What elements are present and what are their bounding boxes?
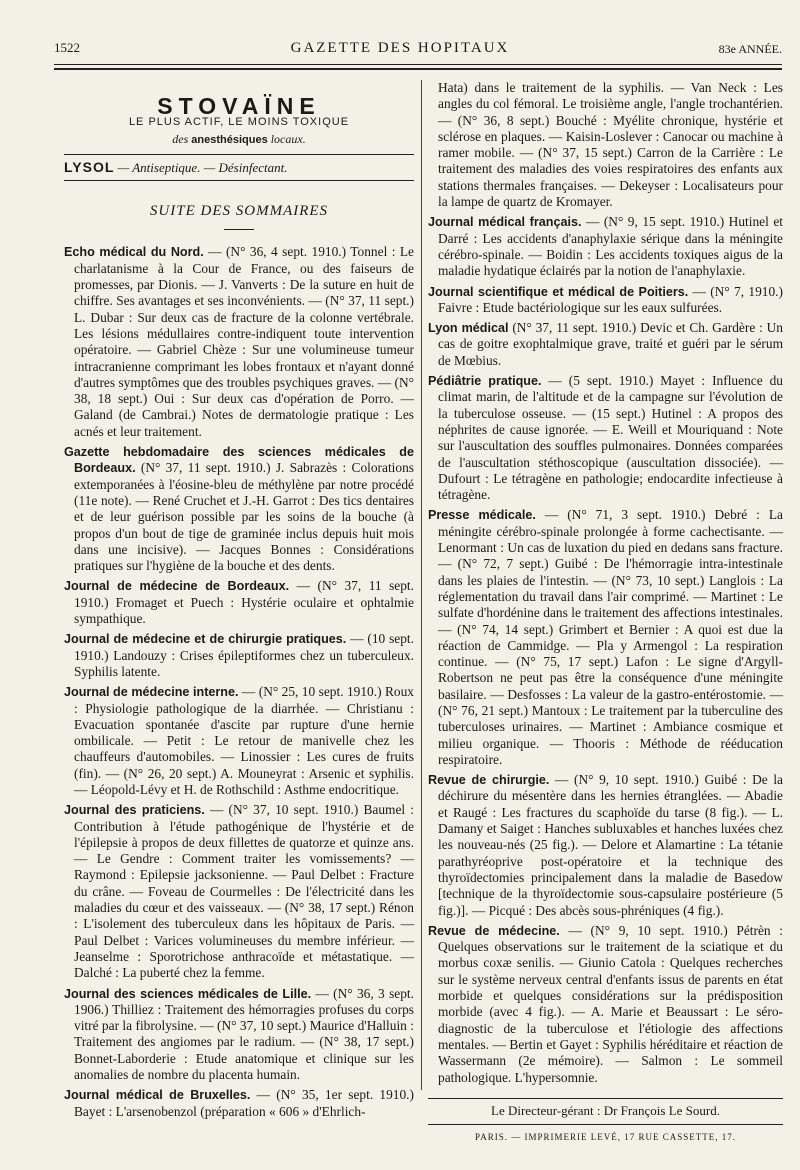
- summary-entry: [64, 244, 414, 440]
- summary-entry: [428, 923, 783, 1086]
- ad-title: STOVAÏNE: [157, 93, 321, 119]
- entry-text: — (N° 35, 1er sept. 1910.) Bayet : L'arsenobenzol (préparation « 606 » d'Ehrlich-: [74, 1087, 414, 1119]
- entry-text: — (N° 7, 1910.) Faivre : Etude bactériologique sur les eaux sulfurées.: [438, 283, 783, 315]
- journal-name: Pédiâtrie pratique.: [428, 374, 542, 389]
- entry-text: — (N° 9, 10 sept. 1910.) Guibé : De la déchirure du mésentère dans les hernies étranglées. — Abadie et Raugé : Les fractures du scaphoïde du tarse (8 fig.). — L. Damany et Saiget : Hanches subluxables et hanches luxées chez les nouveau-nés (25 fig.). — Delore et Alamartine : La tétanie parathyréoprive post-opératoire et la technique des thyroïdectomies principalement dans la maladie de Basedow [technique de la thyroïdectomie sous-capsulaire postérieure (5 fig.)]. — Picqué : Des abcès sous-phréniques (4 fig.).: [438, 772, 783, 918]
- entry-text: (N° 37, 11 sept. 1910.) Devic et Ch. Gardère : Un cas de goitre exophtalmique grave, traité et guéri par le sérum de Mœbius.: [438, 320, 783, 368]
- entry-text: (N° 37, 11 sept. 1910.) J. Sabrazès : Colorations extemporanées à l'éosine-bleu de méthylène par notre procédé (11e note). — René Cruchet et J.-H. Garrot : Des tics dentaires et de leur guérison possible par les soins de la bouche (à propos d'un bout de tige de graminée inclus depuis huit mois dans une incisive). — Jacques Bonnes : Considérations pratiques sur l'hygiène de la bouche et des dents.: [74, 460, 414, 574]
- entry-text: — (N° 71, 3 sept. 1910.) Debré : La méningite cérébro-spinale prolongée à forme cachectisante. — Lenormant : Un cas de luxation du pied en dedans sans fracture. — (N° 72, 7 sept.) Guibé : De l'hémorragie intra-intestinale dans les plaies de l'intestin. — (N° 73, 10 sept.) Langlois : La réglementation du travail dans l'air comprimé. — Martinet : Le sulfate d'hordénine dans le traitement des affections intestinales. — (N° 74, 14 sept.) Grimbert et Bernier : A quoi est due la réaction de Cammidge. — Pla y Armengol : La respiration continue. — (N° 75, 17 sept.) Lafon : Le signe d'Argyll-Robertson ne peut pas être la conséquence d'une méningite basilaire. — Desfosses : La valeur de la gastro-entérostomie. — (N° 76, 21 sept.) Mantoux : Le traitement par la tuberculine des tuberculoses urinaires. — Martinet : Ambiance cosmique et milieu organique. — Thooris : Méthode de rééducation respiratoire.: [438, 507, 783, 767]
- journal-title: GAZETTE DES HOPITAUX: [290, 40, 510, 56]
- summary-entry: [428, 373, 783, 503]
- entry-text: — (N° 37, 10 sept. 1910.) Baumel : Contribution à l'étude pathogénique de l'hystérie et de l'épilepsie à propos de deux fillettes de quatorze et quinze ans. — Le Gendre : Comment traiter les vomissements? — Raymond : Epilepsie jacksonienne. — Paul Delbet : Fracture du crâne. — Foveau de Courmelles : De l'électricité dans les maladies du cœur et des vaisseaux. — (N° 38, 17 sept.) Rénon : L'isolement des tuberculeux dans les hôpitaux de Paris. — Paul Delbet : Varices volumineuses du membre inférieur. — Jeanselme : Sporotrichose anthracoïde et métastatique. — Dalché : La puberté chez la femme.: [74, 802, 414, 981]
- journal-name: Journal scientifique et médical de Poitiers.: [428, 284, 689, 299]
- header-rule-thick: [54, 68, 782, 70]
- journal-name: Lyon médical: [428, 321, 509, 336]
- summary-entry: [428, 507, 783, 768]
- section-title: SUITE DES SOMMAIRES: [149, 203, 329, 220]
- ad-rule: [64, 154, 414, 155]
- entry-text: — (N° 36, 4 sept. 1910.) Tonnel : Le charlatanisme à la Cour de France, ou des faiseurs de promesses, par Dionis. — J. Vanverts : De la suture en huit de chiffre. Ses avantages et ses inconvénients. — (N° 37, 11 sept.) L. Dubar : Sur deux cas de fracture de la colonne vertébrale. Les lésions médullaires contre-indiquent toute intervention opératoire. — Gabriel Chèze : Sur une volumineuse tumeur intracranienne comprimant les lobes frontaux et n'ayant donné d'autres symptômes que des troubles psychiques graves. — (N° 38, 18 sept.) Oui : Sur deux cas d'opération de Porro. — Galand (de Cambrai.) Notes de dermatologie pratique : Les acnés et leur traitement.: [74, 244, 414, 439]
- journal-name: Journal de médecine interne.: [64, 685, 239, 700]
- summary-entry: [64, 802, 414, 981]
- right-column: [428, 80, 783, 1145]
- imprint: PARIS. — IMPRIMERIE LEVÉ, 17 RUE CASSETTE, 17.: [428, 1124, 783, 1145]
- summary-entry: [64, 684, 414, 798]
- header-rule: [54, 64, 782, 65]
- journal-name: Presse médicale.: [428, 508, 536, 523]
- summary-entry: [64, 444, 414, 574]
- summary-entry: [428, 284, 783, 317]
- summary-entry: [428, 772, 783, 919]
- signature: Le Directeur-gérant : Dr François Le Sourd.: [428, 1098, 783, 1119]
- column-divider: [421, 80, 422, 1090]
- lysol-desc: — Antiseptique. — Désinfectant.: [117, 159, 288, 175]
- journal-name: Revue de médecine.: [428, 923, 560, 938]
- ad-line2: [64, 131, 414, 148]
- entry-text: — (N° 37, 11 sept. 1910.) Fromaget et Puech : Hystérie oculaire et ophtalmie sympathique.: [74, 578, 414, 627]
- ad-lysol: [64, 159, 414, 176]
- left-entries: [64, 244, 414, 1119]
- summary-entry: [64, 578, 414, 627]
- ad-line2-pre: des: [172, 131, 189, 146]
- ad-rule-bottom: [64, 180, 414, 181]
- entry-text: — (N° 25, 10 sept. 1910.) Roux : Physiologie pathologique de la diarrhée. — Christianu : Evacuation spontanée d'ascite par rupture d'une hernie ombilicale. — Petit : Le retour de manivelle chez les chauffeurs d'automobiles. — Linossier : Les cures de fruits (fin). — (N° 26, 20 sept.) A. Mouneyrat : Arsenic et syphilis. — Léopold-Lévy et H. de Rothschild : Asthme endocritique.: [74, 684, 414, 797]
- entry-text: — (N° 36, 3 sept. 1906.) Thilliez : Traitement des hémorragies profuses du corps vitré par la fibrolysine. — (N° 37, 10 sept.) Maurice d'Halluin : Traitement des angiomes par le radium. — (N° 38, 17 sept.) Bonnet-Laborderie : Etude anatomique et clinique sur les anomalies de nombre du placenta humain.: [74, 985, 415, 1083]
- entry-text: Hata) dans le traitement de la syphilis. — Van Neck : Les angles du col fémoral. Le troisième angle, l'angle trochantérien. — (N° 36, 8 sept.) Bouché : Myélite chronique, hystérie et sclérose en plaques. — Kaisin-Loslever : Canocar ou machine à ramer mobile. — (N° 37, 15 sept.) Carron de la Carrière : Le traitement des maladies des voies respiratoires des enfants aux stations thermales françaises. — Dekeyser : Localisateurs pour la lampe de quartz de Kromayer.: [438, 80, 783, 210]
- summary-entry: [428, 80, 783, 210]
- journal-name: Journal des sciences médicales de Lille.: [64, 986, 312, 1001]
- journal-name: Echo médical du Nord.: [64, 245, 204, 260]
- ad-line2-post: locaux.: [270, 131, 306, 146]
- year-label: 83e ANNÉE.: [718, 42, 782, 56]
- right-entries: [428, 80, 783, 1086]
- summary-entry: [64, 631, 414, 680]
- journal-name: Journal des praticiens.: [64, 803, 205, 818]
- ad-line2-bold: anesthésiques: [191, 133, 268, 146]
- page-number: 1522: [54, 40, 80, 55]
- journal-name: Revue de chirurgie.: [428, 773, 550, 788]
- journal-name: Journal de médecine et de chirurgie pratiques.: [64, 632, 347, 647]
- summary-entry: [64, 986, 414, 1084]
- left-column: [64, 80, 414, 1124]
- journal-name: Journal médical de Bruxelles.: [64, 1088, 251, 1103]
- entry-text: — (5 sept. 1910.) Mayet : Influence du climat marin, de l'altitude et de la campagne sur l'évolution de la tuberculose osseuse. — (15 sept.) Hutinel : A propos des néphrites de cause ignorée. — E. Weill et Mouriquand : Note sur l'auscultation des souffles pulmonaires. Données comparées de l'auscultation stéthoscopique (auscultation dissociée). — Dufourt : Le tétragène en pathologie; endocardite infectieuse à tétragène.: [438, 373, 783, 503]
- journal-name: Journal médical français.: [428, 215, 582, 230]
- summary-entry: [428, 214, 783, 279]
- lysol-name: LYSOL: [64, 158, 115, 175]
- ad-line1: LE PLUS ACTIF, LE MOINS TOXIQUE: [128, 116, 350, 129]
- section-rule: [224, 229, 254, 230]
- summary-entry: [64, 1087, 414, 1120]
- entry-text: — (10 sept. 1910.) Landouzy : Crises épileptiformes chez un tuberculeux. Syphilis latente.: [74, 631, 414, 679]
- advertisement-stovaine: [64, 93, 414, 181]
- entry-text: — (N° 9, 10 sept. 1910.) Pétrèn : Quelques observations sur le traitement de la sciatique et du morbus coxæ senilis. — Giunio Catola : Quelques recherches sur le système nerveux central d'enfants issus de parents en état morbide et quelques considérations sur la prédisposition morbide (avec 4 fig.). — A. Marie et Beaussart : Le séro-diagnostic de la tuberculose et l'étiologie des affections mentales. — Bertin et Gayet : Syphilis héréditaire et réaction de Wassermann (2e mémoire). — Salmon : Le sommeil pathologique. L'hypersomnie.: [438, 922, 784, 1085]
- summary-entry: [428, 320, 783, 369]
- journal-name: Journal de médecine de Bordeaux.: [64, 579, 290, 594]
- entry-text: — (N° 9, 15 sept. 1910.) Hutinel et Darré : Les accidents d'anaphylaxie sérique dans la méningite cérébro-spinale. — Boidin : Les accidents toxiques aigus de la maladie hydatique éclairés par la notion de l'anaphylaxie.: [438, 214, 783, 279]
- journal-name: Gazette hebdomadaire des sciences médicales de Bordeaux.: [64, 445, 414, 476]
